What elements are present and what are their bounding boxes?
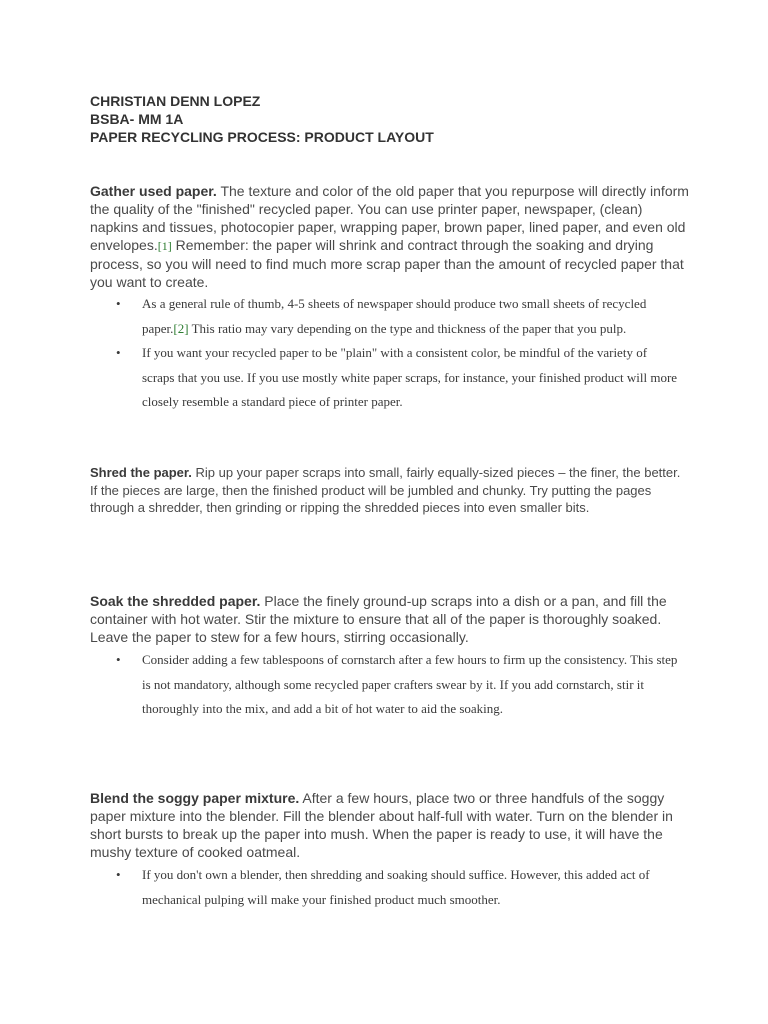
document-header — [90, 92, 710, 146]
section-text: The texture and color of the old paper that you repurpose will directly inform the quality of the "finished" recycled paper. You can use printer paper, newspaper, (clean) napkins and tissues, photocopier paper, wrapping paper, brown paper, lined paper, and even old envelopes. — [90, 183, 689, 253]
list-item-text: As a general rule of thumb, 4-5 sheets of newspaper should produce two small sheets of recycled paper. — [142, 296, 647, 336]
bullet-dot-icon: • — [116, 345, 121, 360]
section-text-continued: Remember: the paper will shrink and contract through the soaking and drying process, so you will need to find much more scrap paper than the amount of recycled paper that you want to create. — [90, 237, 684, 290]
footnote-ref-link[interactable]: [1] — [157, 239, 172, 253]
section-soak — [90, 592, 690, 646]
list-item-text: If you want your recycled paper to be "plain" with a consistent color, be mindful of the variety of scraps that you use. If you use mostly white paper scraps, for instance, your finished product will more closely resemble a standard piece of printer paper. — [142, 345, 678, 409]
section-shred — [90, 464, 690, 517]
section-text: Rip up your paper scraps into small, fairly equally-sized pieces – the finer, the better. If the pieces are large, then the finished product will be jumbled and chunky. Try putting the pages through a shredder, then grinding or ripping the shredded pieces into even smaller bits. — [90, 465, 681, 515]
bullet-dot-icon: • — [116, 652, 121, 667]
section-paragraph — [90, 592, 690, 646]
section-blend — [90, 789, 690, 861]
bullet-dot-icon: • — [116, 296, 121, 311]
bullet-list — [90, 648, 682, 722]
author-name: CHRISTIAN DENN LOPEZ — [90, 93, 261, 109]
section-gather — [90, 182, 690, 291]
section-lead: Soak the shredded paper. — [90, 593, 261, 609]
footnote-ref-link[interactable]: [2] — [173, 320, 189, 336]
section-lead: Blend the soggy paper mixture. — [90, 790, 300, 806]
section-text: Place the finely ground-up scraps into a dish or a pan, and fill the container with hot water. Stir the mixture to ensure that all of the paper is thoroughly soaked. Leave the paper to stew for a few hours, stirring occasionally. — [90, 593, 667, 645]
bullet-list — [90, 292, 680, 415]
list-item-text-continued: This ratio may vary depending on the type and thickness of the paper that you pulp. — [188, 320, 627, 336]
list-item — [116, 648, 682, 722]
section-paragraph — [90, 182, 690, 291]
bullet-list — [90, 863, 660, 912]
list-item — [116, 863, 660, 912]
list-item-text: If you don't own a blender, then shredding and soaking should suffice. However, this added act of mechanical pulping will make your finished product much smoother. — [142, 867, 650, 907]
document-title: PAPER RECYCLING PROCESS: PRODUCT LAYOUT — [90, 129, 434, 145]
list-item — [116, 341, 680, 415]
class-section: BSBA- MM 1A — [90, 111, 184, 127]
section-paragraph — [90, 464, 690, 517]
bullet-dot-icon: • — [116, 867, 121, 882]
section-lead: Shred the paper. — [90, 465, 192, 480]
section-lead: Gather used paper. — [90, 183, 217, 199]
section-paragraph — [90, 789, 690, 861]
list-item-text: Consider adding a few tablespoons of cornstarch after a few hours to firm up the consistency. This step is not mandatory, although some recycled paper crafters swear by it. If you add cornstarch, stir it thoroughly into the mix, and add a bit of hot water to aid the soaking. — [142, 652, 678, 716]
list-item — [116, 292, 680, 341]
section-text: After a few hours, place two or three handfuls of the soggy paper mixture into the blender. Fill the blender about half-full with water. Turn on the blender in short bursts to break up the paper into mush. When the paper is ready to use, it will have the mushy texture of cooked oatmeal. — [90, 790, 673, 860]
